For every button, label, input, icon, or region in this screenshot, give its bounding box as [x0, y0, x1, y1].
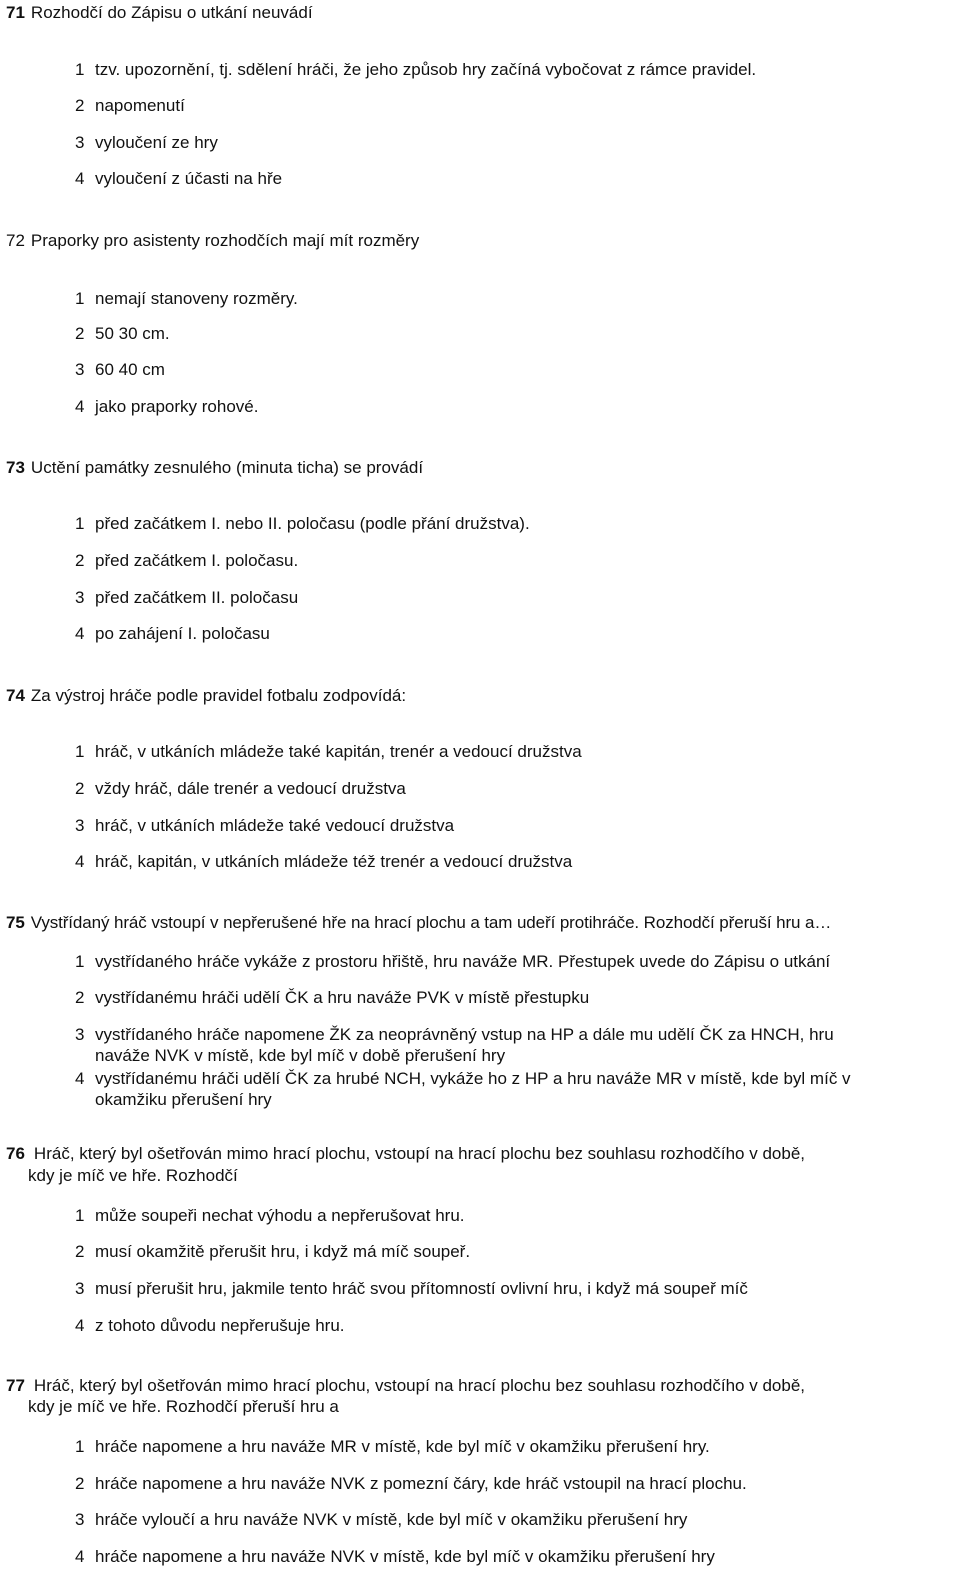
answer-option [75, 359, 165, 380]
option-number: 2 [75, 1242, 85, 1261]
option-text: před začátkem II. poločasu [95, 588, 299, 607]
question-76-heading [6, 1143, 805, 1164]
option-number: 3 [75, 133, 85, 152]
answer-option [75, 1068, 851, 1089]
answer-option [75, 59, 756, 80]
option-number: 2 [75, 324, 85, 343]
option-number: 4 [75, 397, 85, 416]
option-text: nemají stanoveny rozměry. [95, 289, 298, 308]
option-number: 1 [75, 1437, 85, 1456]
option-text: hráč, kapitán, v utkáních mládeže též trenér a vedoucí družstva [95, 852, 573, 871]
option-text: vystřídaného hráče vykáže z prostoru hřiště, hru naváže MR. Přestupek uvede do Zápisu o utkání [95, 952, 831, 971]
answer-option [75, 288, 298, 309]
answer-option [75, 741, 582, 762]
question-text: Praporky pro asistenty rozhodčích mají mít rozměry [30, 231, 420, 250]
option-number: 1 [75, 60, 85, 79]
option-number: 3 [75, 360, 85, 379]
option-text: hráče vyloučí a hru naváže NVK v místě, kde byl míč v okamžiku přerušení hry [95, 1510, 688, 1529]
answer-option [75, 987, 589, 1008]
option-number: 3 [75, 1510, 85, 1529]
option-number: 1 [75, 289, 85, 308]
option-number: 2 [75, 1474, 85, 1493]
option-text: může soupeři nechat výhodu a nepřerušovat hru. [95, 1206, 465, 1225]
question-text: Rozhodčí do Zápisu o utkání neuvádí [30, 3, 313, 22]
answer-option [75, 1473, 747, 1494]
answer-option [75, 778, 406, 799]
option-text: vystřídaného hráče napomene ŽK za neoprávněný vstup na HP a dále mu udělí ČK za HNCH, hru [95, 1025, 834, 1044]
question-number: 75 [6, 913, 25, 932]
option-number: 1 [75, 742, 85, 761]
option-text: 60 40 cm [95, 360, 165, 379]
option-text: vždy hráč, dále trenér a vedoucí družstva [95, 779, 406, 798]
option-number: 3 [75, 1279, 85, 1298]
option-number: 3 [75, 588, 85, 607]
question-72-heading [6, 230, 419, 251]
answer-option [75, 1024, 834, 1045]
option-text: vyloučení ze hry [95, 133, 218, 152]
answer-option [75, 1436, 710, 1457]
option-text: musí okamžitě přerušit hru, i když má míč soupeř. [95, 1242, 471, 1261]
option-text: hráče napomene a hru naváže NVK v místě, kde byl míč v okamžiku přerušení hry [95, 1547, 715, 1566]
option-number: 1 [75, 1206, 85, 1225]
option-text: po zahájení I. poločasu [95, 624, 270, 643]
question-77-heading [6, 1375, 805, 1396]
answer-option [75, 1546, 715, 1567]
option-text: před začátkem I. nebo II. poločasu (podle přání družstva). [95, 514, 530, 533]
answer-option [75, 95, 185, 116]
answer-option [75, 851, 572, 872]
question-number: 72 [6, 231, 25, 250]
answer-option [75, 815, 454, 836]
answer-option [75, 1315, 345, 1336]
option-continuation: naváže NVK v místě, kde byl míč v době přerušení hry [95, 1046, 506, 1065]
option-text: vyloučení z účasti na hře [95, 169, 283, 188]
answer-option [75, 1205, 465, 1226]
option-number: 2 [75, 96, 85, 115]
question-text: Vystřídaný hráč vstoupí v nepřerušené hře na hrací plochu a tam udeří protihráče. Rozhodčí přeruší hru a… [30, 913, 832, 932]
option-number: 2 [75, 779, 85, 798]
option-number: 2 [75, 988, 85, 1007]
option-text: hráče napomene a hru naváže MR v místě, kde byl míč v okamžiku přerušení hry. [95, 1437, 710, 1456]
question-number: 74 [6, 686, 25, 705]
answer-option [75, 513, 530, 534]
option-number: 2 [75, 551, 85, 570]
answer-option [75, 550, 298, 571]
question-number: 77 [6, 1376, 25, 1395]
option-number: 1 [75, 952, 85, 971]
option-number: 1 [75, 514, 85, 533]
question-number: 76 [6, 1144, 25, 1163]
option-text: vystřídanému hráči udělí ČK a hru naváže PVK v místě přestupku [95, 988, 590, 1007]
question-74-heading [6, 685, 406, 706]
answer-option [75, 1509, 687, 1530]
question-text: Hráč, který byl ošetřován mimo hrací plochu, vstoupí na hrací plochu bez souhlasu rozhodčího v době, [33, 1144, 805, 1163]
answer-option [75, 587, 298, 608]
option-number: 4 [75, 852, 85, 871]
option-text: před začátkem I. poločasu. [95, 551, 299, 570]
answer-option [75, 132, 218, 153]
answer-option [75, 323, 170, 344]
question-text: Uctění památky zesnulého (minuta ticha) se provádí [30, 458, 424, 477]
option-number: 3 [75, 1025, 85, 1044]
answer-option [75, 951, 830, 972]
answer-option [75, 396, 258, 417]
question-text-continuation: kdy je míč ve hře. Rozhodčí [28, 1166, 238, 1185]
answer-option [75, 168, 282, 189]
option-text: hráč, v utkáních mládeže také vedoucí družstva [95, 816, 455, 835]
option-number: 4 [75, 1069, 85, 1088]
option-number: 3 [75, 816, 85, 835]
option-number: 4 [75, 1547, 85, 1566]
option-number: 4 [75, 624, 85, 643]
option-text: vystřídanému hráči udělí ČK za hrubé NCH, vykáže ho z HP a hru naváže MR v místě, kde byl míč v [95, 1069, 851, 1088]
option-number: 4 [75, 169, 85, 188]
question-text: Hráč, který byl ošetřován mimo hrací plochu, vstoupí na hrací plochu bez souhlasu rozhodčího v době, [33, 1376, 805, 1395]
option-continuation: okamžiku přerušení hry [95, 1090, 272, 1109]
option-text: tzv. upozornění, tj. sdělení hráči, že jeho způsob hry začíná vybočovat z rámce pravidel. [95, 60, 757, 79]
option-text: musí přerušit hru, jakmile tento hráč svou přítomností ovlivní hru, i když má soupeř míč [95, 1279, 748, 1298]
question-text: Za výstroj hráče podle pravidel fotbalu zodpovídá: [30, 686, 407, 705]
question-73-heading [6, 457, 423, 478]
answer-option [75, 1278, 748, 1299]
option-text: hráče napomene a hru naváže NVK z pomezní čáry, kde hráč vstoupil na hrací plochu. [95, 1474, 747, 1493]
question-71-heading [6, 2, 313, 23]
question-number: 73 [6, 458, 25, 477]
option-text: napomenutí [95, 96, 185, 115]
option-text: hráč, v utkáních mládeže také kapitán, trenér a vedoucí družstva [95, 742, 582, 761]
question-text-continuation: kdy je míč ve hře. Rozhodčí přeruší hru a [28, 1397, 339, 1416]
question-75-heading [6, 912, 831, 933]
option-number: 4 [75, 1316, 85, 1335]
answer-option [75, 623, 270, 644]
option-text: 50 30 cm. [95, 324, 170, 343]
question-number: 71 [6, 3, 25, 22]
option-text: z tohoto důvodu nepřerušuje hru. [95, 1316, 345, 1335]
answer-option [75, 1241, 470, 1262]
option-text: jako praporky rohové. [95, 397, 259, 416]
